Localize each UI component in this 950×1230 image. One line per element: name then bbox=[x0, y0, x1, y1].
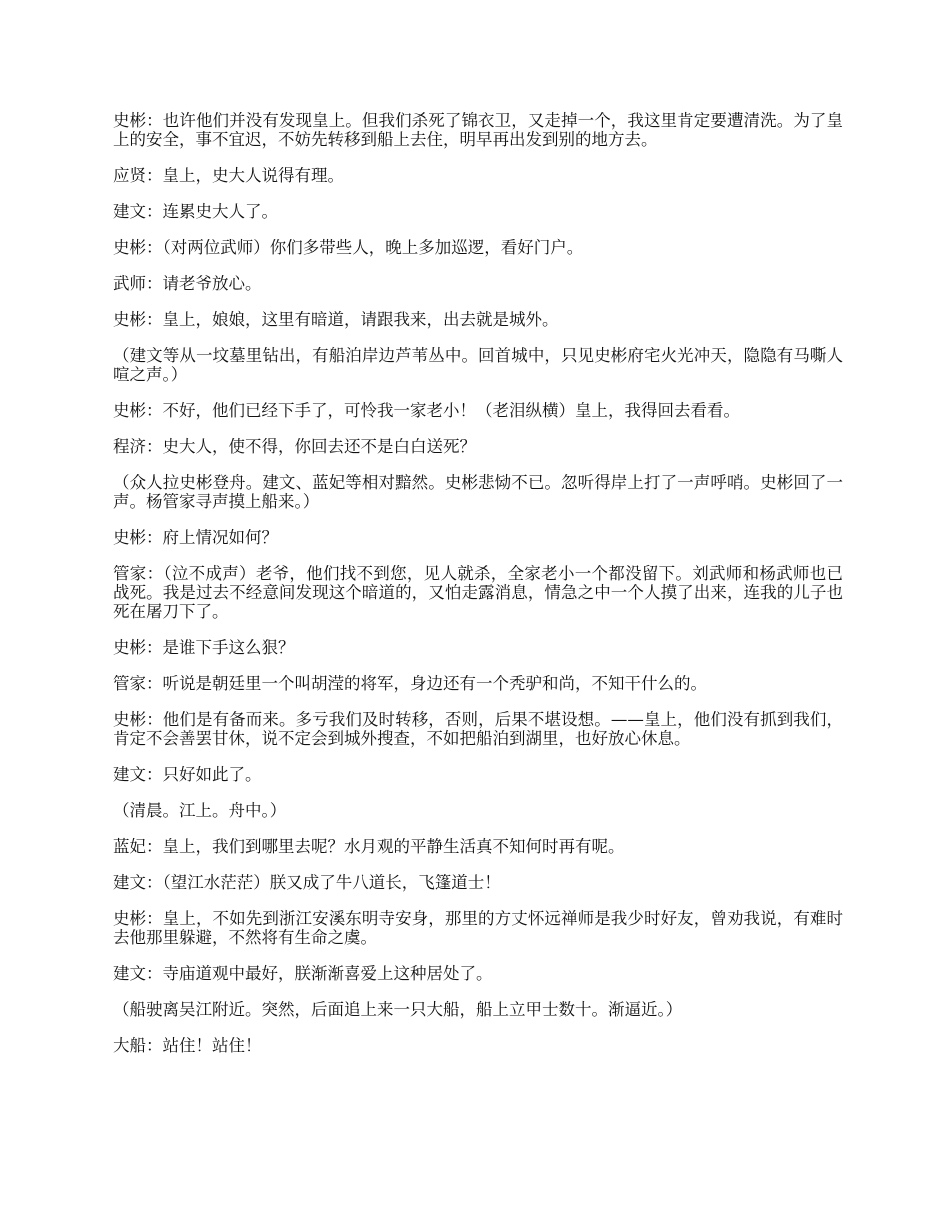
paragraph: 应贤：皇上，史大人说得有理。 bbox=[113, 166, 344, 185]
paragraph: 史彬：府上情况如何？ bbox=[113, 528, 278, 547]
script-text bbox=[113, 111, 843, 1072]
paragraph: 管家：听说是朝廷里一个叫胡滢的将军，身边还有一个秃驴和尚，不知干什么的。 bbox=[113, 674, 707, 693]
paragraph: 建文：连累史大人了。 bbox=[113, 202, 278, 221]
paragraph: 建文：寺庙道观中最好，朕渐渐喜爱上这种居处了。 bbox=[113, 964, 493, 983]
paragraph: 史彬：是谁下手这么狠？ bbox=[113, 638, 295, 657]
paragraph: 武师：请老爷放心。 bbox=[113, 274, 262, 293]
paragraph: 管家：（泣不成声）老爷，他们找不到您，见人就杀，全家老小一个都没留下。刘武师和杨武师也已战死。我是过去不经意间发现这个暗道的，又怕走露消息，情急之中一个人摸了出来，连我的儿子也死在屠刀下了。 bbox=[113, 564, 843, 621]
paragraph: 蓝妃：皇上，我们到哪里去呢？水月观的平静生活真不知何时再有呢。 bbox=[113, 837, 625, 856]
paragraph: （清晨。江上。舟中。） bbox=[113, 801, 287, 820]
paragraph: 史彬：（对两位武师）你们多带些人，晚上多加巡逻，看好门户。 bbox=[113, 238, 584, 257]
paragraph: 大船：站住！站住！ bbox=[113, 1036, 262, 1055]
paragraph: 建文：（望江水茫茫）朕又成了牛八道长，飞篷道士！ bbox=[113, 873, 501, 892]
paragraph: 史彬：也许他们并没有发现皇上。但我们杀死了锦衣卫，又走掉一个，我这里肯定要遭清洗。为了皇上的安全，事不宜迟，不妨先转移到船上去住，明早再出发到别的地方去。 bbox=[113, 111, 843, 149]
paragraph: 史彬：不好，他们已经下手了，可怜我一家老小！（老泪纵横）皇上，我得回去看看。 bbox=[113, 401, 740, 420]
paragraph: （众人拉史彬登舟。建文、蓝妃等相对黯然。史彬悲恸不已。忽听得岸上打了一声呼哨。史彬回了一声。杨管家寻声摸上船来。） bbox=[113, 473, 843, 511]
paragraph: 史彬：皇上，不如先到浙江安溪东明寺安身，那里的方丈怀远禅师是我少时好友，曾劝我说，有难时去他那里躲避，不然将有生命之虞。 bbox=[113, 909, 843, 947]
paragraph: 建文：只好如此了。 bbox=[113, 765, 262, 784]
paragraph: 史彬：他们是有备而来。多亏我们及时转移，否则，后果不堪设想。——皇上，他们没有抓到我们，肯定不会善罢甘休，说不定会到城外搜查，不如把船泊到湖里，也好放心休息。 bbox=[113, 710, 843, 748]
paragraph: 程济：史大人，使不得，你回去还不是白白送死？ bbox=[113, 437, 476, 456]
paragraph: （建文等从一坟墓里钻出，有船泊岸边芦苇丛中。回首城中，只见史彬府宅火光冲天，隐隐有马嘶人喧之声。） bbox=[113, 346, 843, 384]
paragraph: 史彬：皇上，娘娘，这里有暗道，请跟我来，出去就是城外。 bbox=[113, 310, 559, 329]
paragraph: （船驶离吴江附近。突然，后面追上来一只大船，船上立甲士数十。渐逼近。） bbox=[113, 1000, 683, 1019]
